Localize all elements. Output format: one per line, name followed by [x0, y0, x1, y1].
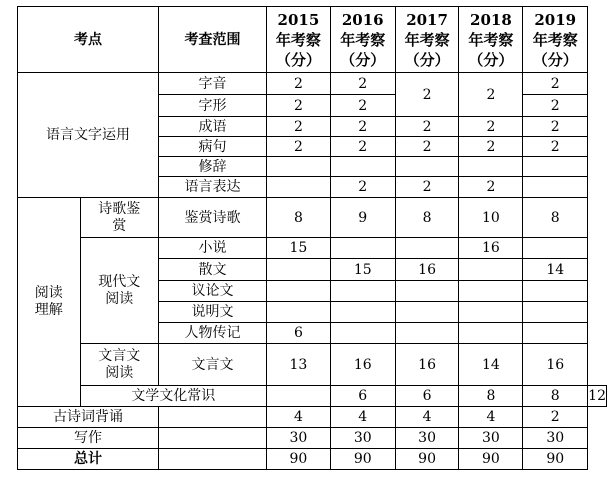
score-cell: 2: [267, 95, 331, 117]
score-cell: 2: [523, 407, 588, 428]
score-cell: 10: [459, 198, 523, 238]
range-label: 人物传记: [158, 323, 266, 344]
score-cell: [330, 281, 395, 302]
score-cell: [523, 238, 588, 259]
table-row: [18, 198, 607, 238]
score-cell: 2: [330, 177, 395, 198]
score-cell: 14: [459, 344, 523, 386]
table-row: [18, 386, 607, 407]
subcategory-poetry: 诗歌鉴 赏: [80, 198, 158, 238]
header-year-2018: 2018 年考察 （分）: [459, 7, 523, 73]
score-cell: 2: [267, 137, 331, 157]
range-label: 字音: [158, 73, 266, 95]
score-cell: 8: [523, 198, 588, 238]
table-row: [18, 344, 607, 386]
row-label: 古诗词背诵: [18, 407, 159, 428]
score-cell: 30: [267, 428, 331, 449]
score-cell: 14: [523, 259, 588, 281]
range-label: 说明文: [158, 302, 266, 323]
score-cell: [330, 302, 395, 323]
score-cell: 12: [588, 386, 607, 407]
score-cell: 9: [330, 198, 395, 238]
range-label: 修辞: [158, 157, 266, 177]
score-cell: 8: [267, 198, 331, 238]
range-label: 鉴赏诗歌: [158, 198, 266, 238]
score-cell: [330, 238, 395, 259]
score-cell: [395, 238, 459, 259]
score-cell: 6: [395, 386, 459, 407]
range-label: 语言表达: [158, 177, 266, 198]
score-cell: [459, 259, 523, 281]
range-label: [158, 449, 266, 470]
header-year-2016: 2016 年考察 （分）: [330, 7, 395, 73]
score-cell: [523, 323, 588, 344]
score-cell: 15: [330, 259, 395, 281]
score-cell: 2: [395, 177, 459, 198]
table-row-total: [18, 449, 607, 470]
score-cell: 6: [267, 323, 331, 344]
score-cell: 4: [395, 407, 459, 428]
score-cell: 2: [330, 73, 395, 95]
score-cell: [267, 259, 331, 281]
score-cell: [523, 177, 588, 198]
header-fanwei: 考查范围: [158, 7, 266, 73]
table-row: [18, 73, 607, 95]
score-cell: 2: [330, 117, 395, 137]
row-label: 文学文化常识: [80, 386, 266, 407]
score-cell: 2: [267, 117, 331, 137]
table-row: [18, 238, 607, 259]
range-label: 字形: [158, 95, 266, 117]
score-cell: [395, 323, 459, 344]
subcategory-modern: 现代文 阅读: [80, 238, 158, 344]
score-cell: 2: [523, 137, 588, 157]
score-cell: [330, 323, 395, 344]
score-cell: 30: [395, 428, 459, 449]
score-cell: [267, 177, 331, 198]
score-cell: 16: [395, 259, 459, 281]
total-label: 总计: [18, 449, 159, 470]
score-cell: 8: [395, 198, 459, 238]
score-cell: [459, 157, 523, 177]
score-cell: 30: [459, 428, 523, 449]
score-cell: 16: [395, 344, 459, 386]
range-label: 散文: [158, 259, 266, 281]
score-cell: 6: [330, 386, 395, 407]
header-year-2019: 2019 年考察 （分）: [523, 7, 588, 73]
score-cell: 30: [330, 428, 395, 449]
score-cell: [459, 323, 523, 344]
score-cell: 13: [267, 344, 331, 386]
range-label: 小说: [158, 238, 266, 259]
range-label: [158, 407, 266, 428]
score-cell: [459, 302, 523, 323]
score-cell: 2: [459, 73, 523, 117]
header-row: [18, 7, 607, 73]
score-cell: 2: [330, 137, 395, 157]
range-label: [267, 386, 331, 407]
score-cell: [395, 302, 459, 323]
range-label: 文言文: [158, 344, 266, 386]
category-reading: 阅读 理解: [18, 198, 81, 407]
score-cell: 15: [267, 238, 331, 259]
score-cell: [267, 157, 331, 177]
score-cell: 90: [459, 449, 523, 470]
header-year-2017: 2017 年考察 （分）: [395, 7, 459, 73]
header-year-2015: 2015 年考察 （分）: [267, 7, 331, 73]
score-cell: 90: [267, 449, 331, 470]
score-cell: 2: [523, 117, 588, 137]
score-cell: [395, 157, 459, 177]
score-cell: 90: [395, 449, 459, 470]
row-label: 写作: [18, 428, 159, 449]
score-cell: [330, 157, 395, 177]
score-cell: 16: [330, 344, 395, 386]
range-label: 议论文: [158, 281, 266, 302]
score-cell: 16: [459, 238, 523, 259]
table-row: [18, 428, 607, 449]
score-cell: [523, 157, 588, 177]
score-cell: 90: [330, 449, 395, 470]
score-cell: 90: [523, 449, 588, 470]
category-language: 语言文字运用: [18, 73, 159, 198]
score-cell: [267, 281, 331, 302]
score-cell: 2: [459, 117, 523, 137]
score-cell: 4: [267, 407, 331, 428]
score-table: [17, 6, 607, 470]
score-cell: [523, 302, 588, 323]
score-cell: [459, 281, 523, 302]
score-cell: 2: [267, 73, 331, 95]
range-label: 病句: [158, 137, 266, 157]
score-cell: 4: [330, 407, 395, 428]
score-cell: 2: [330, 95, 395, 117]
table-row: [18, 407, 607, 428]
score-cell: 8: [523, 386, 588, 407]
score-cell: 4: [459, 407, 523, 428]
score-cell: [267, 302, 331, 323]
header-kaodian: 考点: [18, 7, 159, 73]
score-cell: 2: [523, 95, 588, 117]
score-cell: 8: [459, 386, 523, 407]
score-cell: 2: [395, 117, 459, 137]
score-cell: 2: [523, 73, 588, 95]
score-cell: 2: [459, 177, 523, 198]
score-cell: [523, 281, 588, 302]
score-cell: 16: [523, 344, 588, 386]
range-label: [158, 428, 266, 449]
score-cell: 2: [395, 73, 459, 117]
score-cell: 30: [523, 428, 588, 449]
score-cell: 2: [459, 137, 523, 157]
subcategory-classical: 文言文 阅读: [80, 344, 158, 386]
range-label: 成语: [158, 117, 266, 137]
score-cell: [395, 281, 459, 302]
score-cell: 2: [395, 137, 459, 157]
